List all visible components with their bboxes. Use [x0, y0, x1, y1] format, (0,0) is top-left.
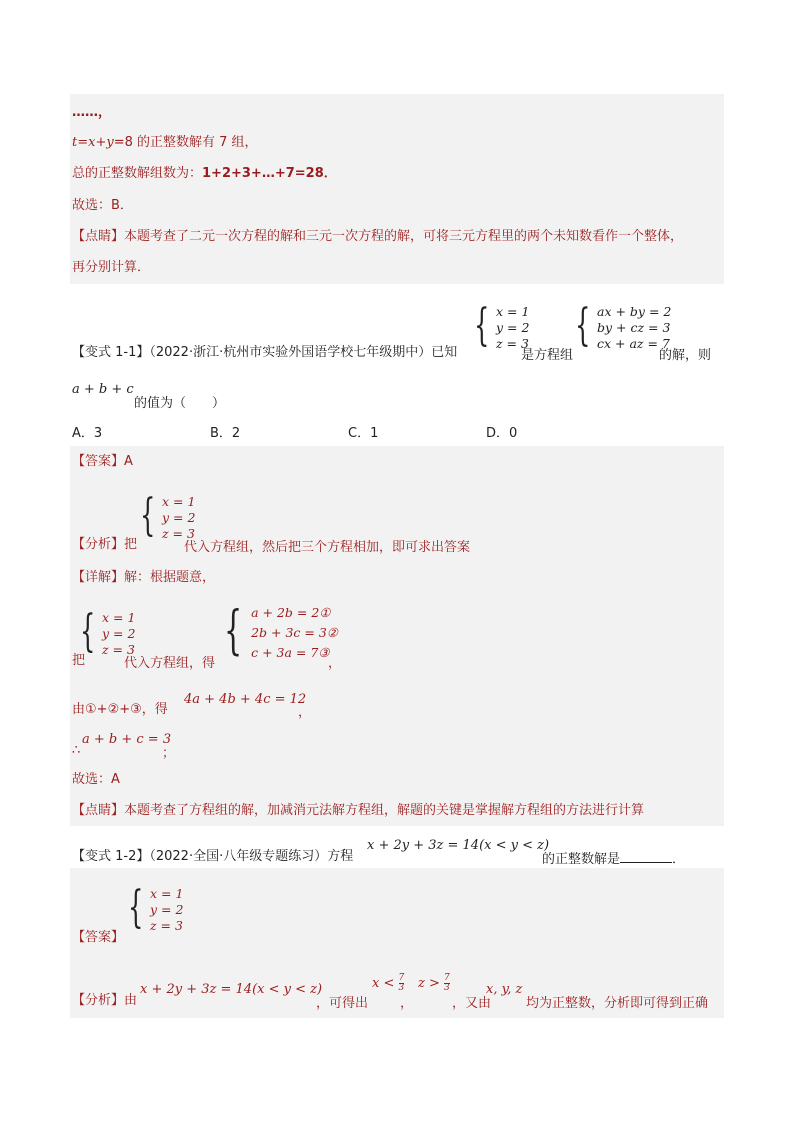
fenxi-1-2-line	[72, 992, 137, 1010]
question-1-1-suffix: 的解，则	[659, 348, 712, 363]
sub-eq-2: 2b + 3c = 3②	[251, 625, 339, 640]
t-solutions-line	[72, 134, 258, 152]
question-1-1-prefix: 【变式 1-1】（2022·浙江·杭州市实验外国语学校七年级期中）已知	[72, 345, 458, 360]
fenxi-1-2-mid: ，可得出	[316, 996, 369, 1011]
fenxi-1-2-pre: 由	[124, 993, 138, 1008]
total-count-text: 总的正整数解组数为：	[72, 166, 203, 181]
xiangjie-line	[72, 569, 215, 587]
frac-num: 7	[398, 973, 405, 983]
fenxi-pre: 把	[124, 537, 138, 552]
sol-x: x = 1	[102, 610, 136, 625]
sub-eq-1: a + 2b = 2①	[251, 605, 331, 620]
seven-thirds-fraction-1	[399, 974, 405, 993]
add-expression: 4a + 4b + 4c = 12	[184, 692, 307, 707]
dianjing-line-1	[72, 228, 683, 246]
choose-a-line: 故选：A	[72, 772, 120, 787]
answer-value: A	[124, 454, 133, 469]
ellipsis-line: ……，	[72, 105, 112, 120]
dianjing-text-1: 本题考查了二元一次方程的解和三元一次方程的解，可将三元方程里的两个未知数看作一个整体，	[124, 229, 684, 244]
question-sum-expression: a + b + c	[72, 382, 134, 397]
x-less-than	[372, 974, 404, 993]
substituted-equation-system	[224, 601, 339, 661]
fenxi-text: 代入方程组，然后把三个方程相加，即可求出答案	[184, 540, 471, 555]
dianjing-2-text: 本题考查了方程组的解，加减消元法解方程组，解题的关键是掌握解方程组的方法进行计算	[124, 803, 645, 818]
question-1-2-suffix	[542, 848, 685, 867]
sol-x: x = 1	[162, 494, 196, 509]
comma: ，	[400, 996, 414, 1011]
z-gt-text: z >	[418, 976, 440, 991]
dianjing-2-tag: 【点睛】	[72, 803, 125, 818]
option-d[interactable]: D．0	[486, 426, 518, 441]
answer-tag: 【答案】	[72, 454, 125, 469]
fenxi-line	[72, 536, 137, 554]
frac-num: 7	[444, 973, 450, 983]
add-mid: ，得	[141, 702, 168, 717]
eq-3: cx + az = 7	[597, 336, 670, 351]
xiangjie-tag: 【详解】	[72, 570, 125, 585]
add-line	[72, 701, 168, 719]
sol-x: x = 1	[496, 304, 530, 319]
option-b[interactable]: B．2	[210, 426, 241, 441]
xiangjie-text: 解：根据题意，	[124, 570, 216, 585]
question-equation-system	[575, 300, 672, 351]
question-1-2-prefix: 【变式 1-2】（2022·全国·八年级专题练习）方程	[72, 849, 354, 864]
t-solutions-text: =8 的正整数解有 7 组，	[113, 135, 258, 150]
fenxi-1-2-tag: 【分析】	[72, 993, 125, 1008]
question-1-2-suffix-text: 的正整数解是	[542, 852, 621, 867]
sol-y: y = 2	[102, 626, 136, 641]
fenxi-1-2-equation: x + 2y + 3z = 14(x < y < z)	[140, 982, 323, 997]
frac-den: 3	[398, 983, 405, 993]
frac-den: 3	[444, 983, 450, 993]
fenxi-1-2-end: 均为正整数，分析即可得到正确	[526, 996, 709, 1011]
brace-icon: {	[128, 882, 144, 933]
eq-2: by + cz = 3	[597, 320, 671, 335]
brace-icon: {	[575, 300, 591, 351]
fenxi-tag: 【分析】	[72, 537, 125, 552]
answer-1-2-solution-system	[128, 882, 184, 933]
question-1-2-equation: x + 2y + 3z = 14(x < y < z)	[367, 838, 550, 853]
total-count-sum: 1+2+3+…+7=28．	[202, 166, 337, 181]
option-a[interactable]: A．3	[72, 426, 103, 441]
dianjing-line-2: 再分别计算．	[72, 260, 151, 275]
question-1-2-end: ．	[672, 852, 686, 867]
sol-z: z = 3	[162, 526, 195, 541]
answer-blank	[620, 850, 672, 863]
brace-icon: {	[474, 300, 490, 351]
result-expression: a + b + c = 3	[82, 732, 172, 747]
result-end: ；	[162, 746, 176, 761]
question-value-text: 的值为（ ）	[134, 396, 226, 411]
z-greater-than	[418, 974, 450, 993]
substitute-solution-system	[80, 606, 136, 657]
xyz-variables: x, y, z	[486, 982, 523, 997]
sol-z: z = 3	[150, 918, 183, 933]
sol-y: y = 2	[496, 320, 530, 335]
solution-block-top	[70, 94, 724, 284]
answer-1-2-tag: 【答案】	[72, 930, 125, 945]
brace-icon: {	[80, 606, 96, 657]
choose-b-line: 故选：B．	[72, 198, 133, 213]
x-lt-text: x <	[372, 976, 395, 991]
eq-1: ax + by = 2	[597, 304, 672, 319]
dianjing-tag: 【点睛】	[72, 229, 125, 244]
sol-x: x = 1	[150, 886, 184, 901]
answer-line	[72, 453, 133, 471]
substitute-pre: 把	[72, 653, 86, 668]
add-pre: 由	[72, 702, 86, 717]
sol-y: y = 2	[150, 902, 184, 917]
t-expression: t=x+y	[72, 135, 114, 150]
total-count-line	[72, 165, 337, 183]
seven-thirds-fraction-2	[444, 974, 450, 993]
question-1-1-mid: 是方程组	[521, 348, 574, 363]
sol-z: z = 3	[102, 642, 135, 657]
option-c[interactable]: C．1	[348, 426, 379, 441]
dianjing-2-line	[72, 802, 644, 820]
therefore-symbol: ∴	[72, 743, 81, 758]
brace-icon: {	[224, 601, 243, 661]
sol-y: y = 2	[162, 510, 196, 525]
brace-icon: {	[140, 490, 156, 541]
sol-z: z = 3	[496, 336, 529, 351]
add-ops: ①+②+③	[85, 702, 142, 717]
substitute-end: ，	[328, 656, 342, 671]
fenxi-1-2-mid2: ，又由	[452, 996, 492, 1011]
fenxi-solution-system	[140, 490, 196, 541]
sub-eq-3: c + 3a = 7③	[251, 645, 330, 660]
add-end: ，	[298, 705, 312, 720]
substitute-mid: 代入方程组，得	[124, 656, 216, 671]
